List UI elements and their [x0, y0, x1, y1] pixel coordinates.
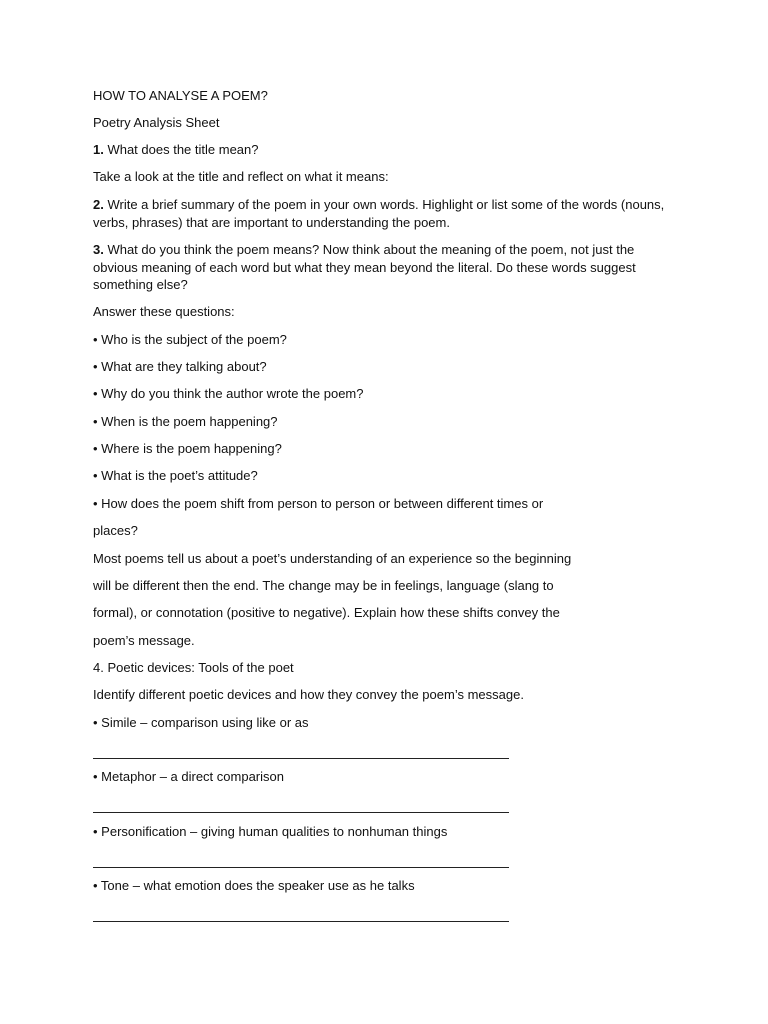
question-bullet: • What are they talking about? — [93, 359, 267, 374]
shift-paragraph-line: formal), or connotation (positive to negative). Explain how these shifts convey the — [93, 605, 560, 620]
question-1-instruction: Take a look at the title and reflect on what it means: — [93, 169, 389, 184]
answer-line — [93, 921, 509, 922]
question-bullet-continued: places? — [93, 523, 138, 538]
device-tone: • Tone – what emotion does the speaker use as he talks — [93, 878, 415, 893]
question-3 — [93, 241, 681, 294]
question-2 — [93, 196, 681, 231]
device-personification: • Personification – giving human qualities to nonhuman things — [93, 824, 448, 839]
answer-line — [93, 758, 509, 759]
question-4-heading: 4. Poetic devices: Tools of the poet — [93, 660, 294, 675]
page-title: HOW TO ANALYSE A POEM? — [93, 88, 268, 103]
question-1 — [93, 141, 259, 159]
answer-line — [93, 812, 509, 813]
question-bullet: • What is the poet’s attitude? — [93, 468, 258, 483]
device-simile: • Simile – comparison using like or as — [93, 715, 309, 730]
sheet-subtitle: Poetry Analysis Sheet — [93, 115, 220, 130]
question-4-instruction: Identify different poetic devices and how they convey the poem’s message. — [93, 687, 524, 702]
question-bullet: • Who is the subject of the poem? — [93, 332, 287, 347]
question-text: What does the title mean? — [103, 142, 259, 157]
device-metaphor: • Metaphor – a direct comparison — [93, 769, 284, 784]
shift-paragraph-line: Most poems tell us about a poet’s understanding of an experience so the beginning — [93, 551, 572, 566]
question-number: 1. — [93, 142, 104, 157]
answer-line — [93, 867, 509, 868]
question-bullet: • Where is the poem happening? — [93, 441, 282, 456]
question-bullet: • Why do you think the author wrote the poem? — [93, 386, 364, 401]
question-number: 2. — [93, 197, 104, 212]
shift-paragraph-line: poem’s message. — [93, 633, 195, 648]
question-bullet: • How does the poem shift from person to person or between different times or — [93, 496, 544, 511]
question-text: What do you think the poem means? Now think about the meaning of the poem, not just the obvious meaning of each word but what they mean beyond the literal. Do these words suggest something else? — [93, 242, 636, 293]
question-number: 3. — [93, 242, 104, 257]
question-bullet: • When is the poem happening? — [93, 414, 278, 429]
question-text: Write a brief summary of the poem in your own words. Highlight or list some of the words (nouns, verbs, phrases) that are important to understanding the poem. — [93, 197, 665, 230]
shift-paragraph-line: will be different then the end. The change may be in feelings, language (slang to — [93, 578, 554, 593]
answer-intro: Answer these questions: — [93, 304, 235, 319]
